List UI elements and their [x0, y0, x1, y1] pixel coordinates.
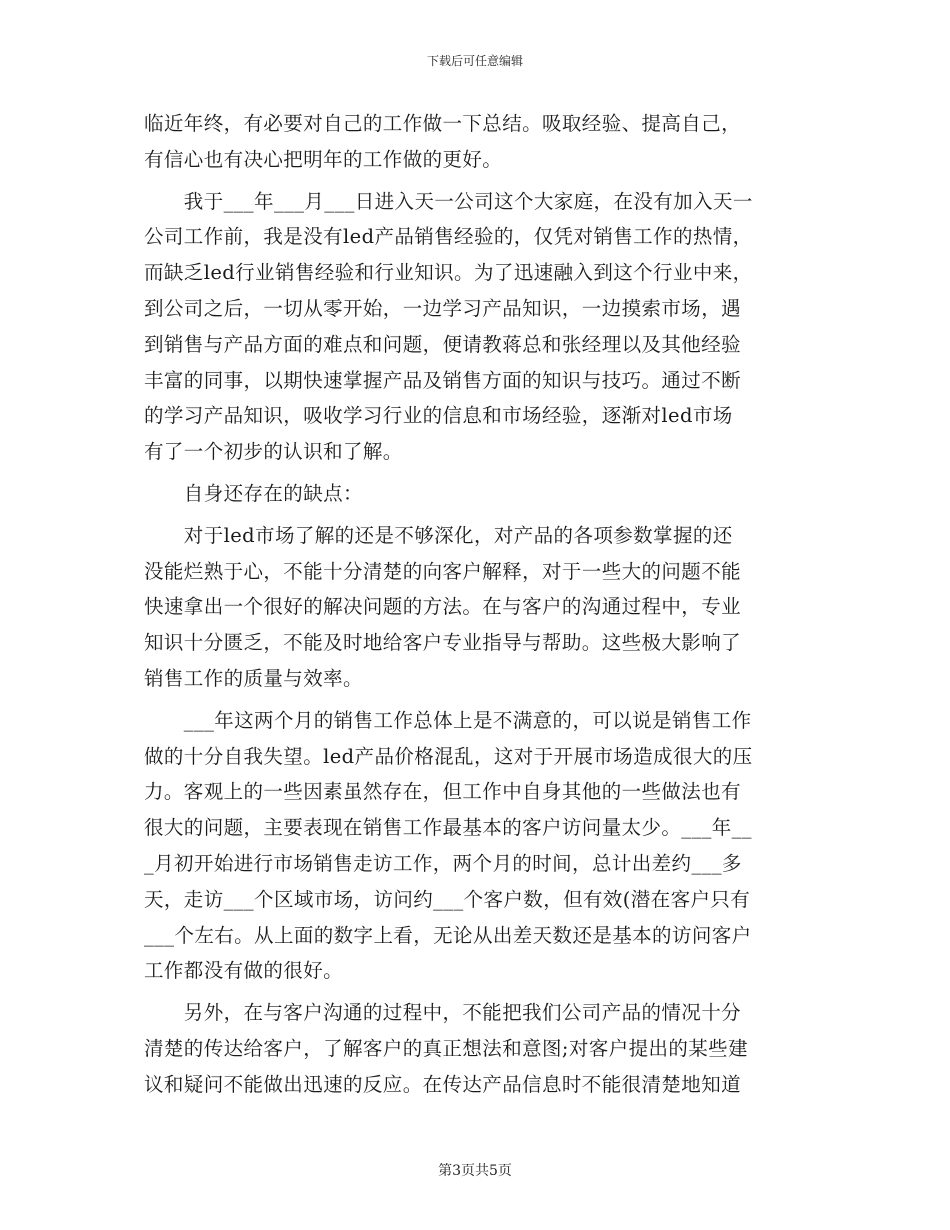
text-line: 公司工作前，我是没有led产品销售经验的，仅凭对销售工作的热情，: [144, 225, 753, 249]
text-line: 丰富的同事，以期快速掌握产品及销售方面的知识与技巧。通过不断: [144, 368, 742, 392]
text-line: 很大的问题，主要表现在销售工作最基本的客户访问量太少。___年__: [144, 816, 752, 840]
paragraph: [144, 184, 814, 470]
text-line: 做的十分自我失望。led产品价格混乱，这对于开展市场造成很大的压: [144, 744, 753, 768]
text-line: _月初开始进行市场销售走访工作，两个月的时间，总计出差约___多: [144, 851, 742, 875]
text-line: 到公司之后，一切从零开始，一边学习产品知识，一边摸索市场，遇: [144, 296, 742, 320]
text-line: 自身还存在的缺点：: [144, 481, 363, 505]
paragraph: [144, 106, 814, 178]
text-line: ___年这两个月的销售工作总体上是不满意的，可以说是销售工作: [144, 708, 752, 732]
text-line: 对于led市场了解的还是不够深化，对产品的各项参数掌握的还: [144, 523, 733, 547]
text-line: 销售工作的质量与效率。: [144, 666, 363, 690]
text-line: 到销售与产品方面的难点和问题，便请教蒋总和张经理以及其他经验: [144, 332, 742, 356]
paragraph: [144, 995, 814, 1102]
text-line: 临近年终，有必要对自己的工作做一下总结。吸取经验、提高自己，: [144, 112, 742, 135]
text-line: 有信心也有决心把明年的工作做的更好。: [144, 147, 503, 171]
text-line: 力。客观上的一些因素虽然存在，但工作中自身其他的一些做法也有: [144, 780, 742, 804]
text-line: 工作都没有做的很好。: [144, 959, 344, 983]
text-line: ___个左右。从上面的数字上看，无论从出差天数还是基本的访问客户: [144, 923, 752, 947]
text-line: 天，走访___个区域市场，访问约___个客户数，但有效(潜在客户只有: [144, 887, 751, 911]
document-body: [144, 106, 814, 1103]
page-number: 第3页共5页: [438, 1163, 512, 1179]
text-line: 没能烂熟于心，不能十分清楚的向客户解释，对于一些大的问题不能: [144, 559, 742, 583]
text-line: 有了一个初步的认识和了解。: [144, 440, 403, 464]
paragraph: [144, 518, 814, 697]
text-line: 知识十分匮乏，不能及时地给客户专业指导与帮助。这些极大影响了: [144, 631, 742, 655]
paragraph: [144, 703, 814, 989]
paragraph: [144, 476, 814, 512]
text-line: 快速拿出一个很好的解决问题的方法。在与客户的沟通过程中，专业: [144, 595, 742, 619]
text-line: 议和疑问不能做出迅速的反应。在传达产品信息时不能很清楚地知道: [144, 1072, 742, 1096]
text-line: 清楚的传达给客户，了解客户的真正想法和意图;对客户提出的某些建: [144, 1036, 748, 1060]
text-line: 我于___年___月___日进入天一公司这个大家庭，在没有加入天一: [144, 189, 753, 213]
text-line: 而缺乏led行业销售经验和行业知识。为了迅速融入到这个行业中来，: [144, 261, 753, 285]
page-header: 下载后可任意编辑: [426, 54, 523, 68]
text-line: 的学习产品知识，吸收学习行业的信息和市场经验，逐渐对led市场: [144, 404, 733, 428]
text-line: 另外，在与客户沟通的过程中，不能把我们公司产品的情况十分: [144, 1001, 742, 1025]
